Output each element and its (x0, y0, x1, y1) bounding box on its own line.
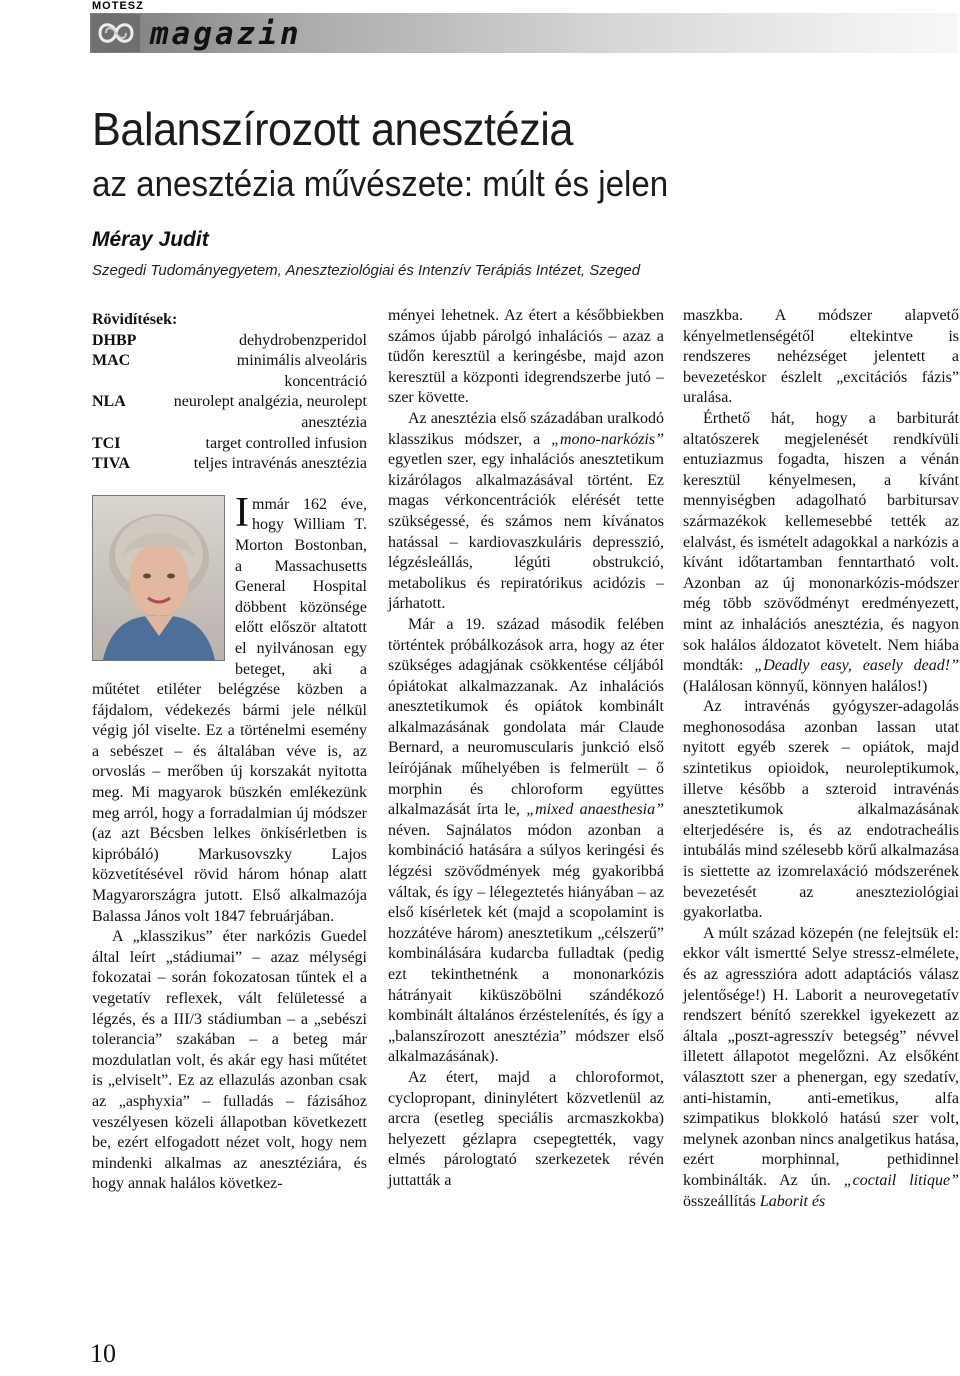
abbreviation-value: teljes intravénás anesztézia (193, 455, 367, 473)
emphasis-term: „Deadly easy, easely dead!” (754, 657, 960, 675)
abbreviation-value: minimális alveoláris koncentráció (236, 352, 367, 390)
author-name: Méray Judit (92, 228, 209, 251)
paragraph (388, 409, 664, 615)
text-run: (Halálosan könnyű, könnyen halálos!) (683, 677, 928, 695)
abbreviation-key: NLA (92, 393, 126, 411)
intro-block (92, 489, 367, 1195)
column-3 (683, 306, 959, 1212)
emphasis-term: „mixed anaesthesia” (526, 801, 665, 819)
text-run: A múlt század közepén (ne felejtsük el: ekkor vált ismertté Selye stressz-elmélete, és az agresszióra adott adaptációs válasz jelentősége!) H. Laborit a neurovegetatív rendszert bénító szerekkel igyekezett az általa „poszt-agresszív betegség” névvel illetett állapotot megelőzni. Az elsőként választott szer a phenergan, egy szedatív, anti-histamin, anti-emetikus, alfa szimpatikus blokkoló hatású szer volt, melynek azonban nincs analgetikus hatása, ezért morphinnal, pethidinnel kombinálták. Az ún. (683, 924, 959, 1189)
publisher-name: MOTESZ (92, 0, 144, 12)
column-1 (92, 306, 367, 1195)
intro-text: mmár 162 éve, hogy William T. Morton Bostonban, a Massachusetts General Hospital döbbent közönsége előtt először altatott el nyilvánosan egy beteget, aki a műtétet etiléter belégzése közben a fájdalom, védekezés bármi jele nélkül végig jól viselte. Ez a történelmi esemény a sebészet – és általában véve is, az orvoslás – merőben új korszakát nyitotta meg. Mi magyarok büszkén emlékezünk meg arról, hogy a forradalmian új módszer (az azt Bécsben lelkes önkísérletben is kipróbáló) Markusovszky Lajos közvetítésével rövid három hónap alatt Magyarországra jutott. Első alkalmazója Balassa János volt 1847 februárjában. (92, 495, 367, 925)
abbreviations-heading: Rövidítések: (92, 311, 178, 328)
text-run: Már a 19. század második felében történtek próbálkozások arra, hogy az éter szükséges adagjának csökkentése céljából ópiátokat alkalmazzanak. Az inhalációs anesztetikumok és opiátok kombinált alkalmazásának gondolata már Claude Bernard, a neuromuscularis junkció első leírójának műhelyében is felmerült – ő morphin és chloroform együttes alkalmazását írta le, (388, 615, 664, 819)
abbreviation-row (92, 392, 367, 433)
abbreviation-row (92, 454, 367, 475)
emphasis-term: „mono-narkózis” (551, 430, 664, 448)
text-run: Érthető hát, hogy a barbiturát altatószerek megjelenését rendkívüli entuziazmus fogadta, hiszen a vénán keresztül kényelmesen, a kívánt mennyiségben adagolható barbitursav származékok kellemesebbé tették az elalvást, és ismételt adagokkal a narkózis a kívánt időtartamban fenntartható volt. Azonban az új mononarkózis-módszer még több szövődményt eredményezett, mint az inhalációs anesztézia, és nagyon sok halálos áldozatot követelt. Nem hiába mondták: (683, 409, 959, 675)
abbreviation-key: TCI (92, 434, 121, 452)
paragraph: ményei lehetnek. Az étert a későbbiekben számos újabb párolgó inhalációs – azaz a tüdőn keresztül a keringésbe, majd azon keresztül a központi idegrendszerbe jutó – szer követte. (388, 307, 664, 407)
abbreviation-row (92, 331, 367, 352)
paragraph (683, 409, 959, 697)
abbreviation-row (92, 351, 367, 392)
article-title: Balanszírozott anesztézia (92, 103, 573, 155)
text-run: Az anesztézia első századában uralkodó klasszikus módszer, a (388, 409, 664, 448)
text-run: néven. Sajnálatos módon azonban a kombináció hatására a súlyos keringési és légzési szövődmények még gyakoribbá váltak, és így – lélegeztetés hiányában – az első kísérletek két (majd a scopolamint is hozzátéve három) anesztetikum „célszerű” kombinálására kudarcba fulladtak (pedig ezt tekinthetnénk a mononarkózis hátrányait kiküszöbölni szándékozó kombinált általános érzéstelenítés, és így a „balanszírozott anesztézia” módszer első alkalmazásának). (388, 821, 664, 1066)
paragraph: Az étert, majd a chloroformot, cyclopropant, dininylétert közvetlenül az arcra (esetleg speciális arcmaszkokba) helyezett gézlapra csepegtették, vagy elmés párologtató szerkezetek révén juttatták a (388, 1068, 664, 1189)
emphasis-term: Laborit és (759, 1192, 826, 1210)
abbreviation-value: target controlled infusion (205, 434, 367, 452)
text-run: egyetlen szer, egy inhalációs anesztetikum kizárólagos alkalmazásával történt. Ez magas vérkoncentrációk elérését tette szükségessé, és számos nem kívánatos hatással – kardiovaszkuláris depresszió, légzésleállás, légúti obstrukció, metabolikus és repiratórikus acidózis – járhatott. (388, 451, 664, 613)
paragraph: A „klasszikus” éter narkózis Guedel által leírt „stádiumai” – azaz mélységi fokozatai – során fokozatosan tűntek el a vegetatív reflexek, vált felületessé a légzés, és a III/3 stádiumban – a „sebészi tolerancia” szakában – a beteg már mozdulatlan volt, és akár egy hasi műtétet is „elviselt”. Ez az ellazulás azonban csak az „asphyxia” – fulladás – fázisához veszélyesen közeli állapotban következett be, ezért elfogadott nézet volt, hogy nem mindenki alkalmas az anesztéziára, és hogy annak halálos következ- (92, 928, 367, 1193)
abbreviation-value: dehydrobenzperidol (239, 331, 367, 349)
abbreviation-row (92, 434, 367, 455)
author-affiliation: Szegedi Tudományegyetem, Aneszteziológiai és Intenzív Terápiás Intézet, Szeged (92, 262, 641, 279)
section-name: magazin (150, 16, 302, 52)
abbreviation-key: TIVA (92, 455, 130, 473)
drop-cap: I (235, 489, 249, 536)
text-run: összeállítás (683, 1192, 760, 1210)
paragraph: maszkba. A módszer alapvető kényelmetlenségétől eltekintve is rendszeres nehézséget jelentett a bevezetéskor észlelt „excitációs fázis” uralása. (683, 307, 959, 407)
abbreviation-value: neurolept analgézia, neurolept anesztézia (173, 393, 367, 431)
motesz-knot-logo-icon (92, 14, 140, 52)
article-subtitle: az anesztézia művészete: múlt és jelen (92, 163, 669, 204)
emphasis-term: „coctail litique” (843, 1171, 960, 1189)
column-2 (388, 306, 664, 1192)
page-number: 10 (90, 1339, 116, 1368)
paragraph (388, 615, 664, 1068)
author-portrait-photo (92, 495, 225, 661)
abbreviation-key: DHBP (92, 331, 137, 349)
abbreviation-key: MAC (92, 352, 131, 370)
paragraph: Az intravénás gyógyszer-adagolás meghonosodása azonban lassan utat nyitott egyéb szerek – opiátok, majd szintetikus opioidok, neuroleptikumok, illetve később a szteroid intravénás anesztetikumok alkalmazásának elterjedésére is, és az endotracheális intubálás mind szélesebb körű alkalmazása is siettette az izomrelaxáció módszerének bevezetését az aneszteziológiai gyakorlatba. (683, 698, 959, 922)
paragraph (683, 924, 959, 1212)
